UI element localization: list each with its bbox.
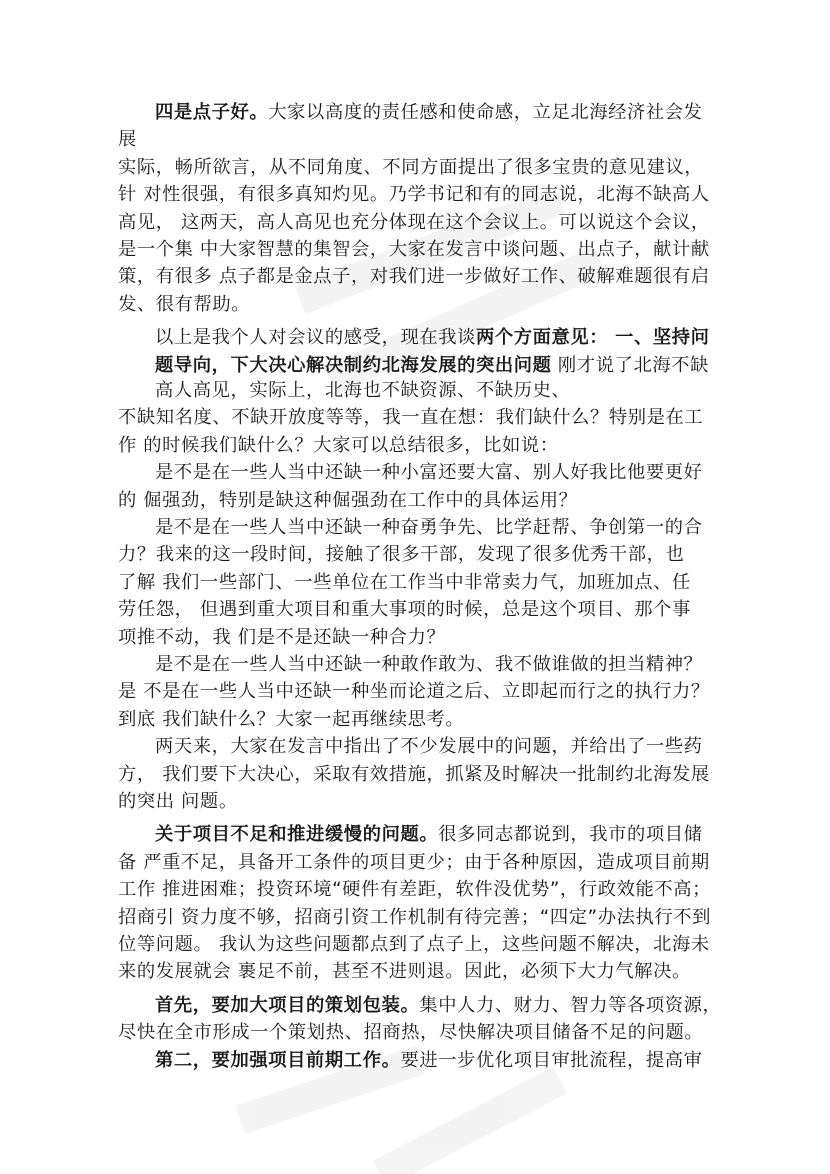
text-line (118, 434, 559, 456)
text-run: 是不是在一些人当中还缺一种小富还要大富、别人好我比他要更好 (155, 462, 703, 484)
text-run: 是不是在一些人当中还缺一种敢作敢为、我不做谁做的担当精神？ (155, 654, 703, 675)
text-line (118, 763, 710, 785)
text-line (118, 881, 711, 899)
text-line (118, 186, 710, 204)
text-line (118, 409, 703, 427)
text-line (118, 131, 137, 149)
text-run: 作 的时候我们缺什么？大家可以总结很多，比如说： (118, 434, 559, 456)
text-run: 尽快在全市形成一个策划热、招商热，尽快解决项目储备不足的问题。 (118, 1022, 704, 1044)
text-run: 招商引 资力度不够，招商引资工作机制有待完善；“四定”办法执行不到 (118, 906, 711, 928)
text-run: 高人高见，实际上，北海也不缺资源、不缺历史、 (155, 380, 571, 401)
text-line (118, 851, 710, 873)
text-line (155, 464, 703, 482)
text-run: 位等问题。 我认为这些问题都点到了点子上，这些问题不解决，北海未 (118, 934, 710, 955)
text-run: 发、很有帮助。 (118, 293, 251, 315)
text-line (155, 354, 709, 376)
text-line (155, 656, 703, 674)
text-run: 劳任怨， 但遇到重大项目和重大事项的时候，总是这个项目、那个事 (118, 599, 691, 621)
bold-text-run: 题导向，下大决心解决制约北海发展的突出问题 (155, 354, 552, 376)
text-line (118, 1024, 703, 1042)
text-line (118, 211, 710, 233)
text-line (118, 156, 704, 178)
text-line (118, 906, 711, 928)
text-line (118, 489, 578, 511)
text-line (155, 519, 703, 537)
text-run: 两天来，大家在发言中指出了不少发展中的问题，并给出了一些药 (155, 736, 703, 758)
text-run: 针 对性很强，有很多真知灼见。乃学书记和有的同志说，北海不缺高人 (118, 184, 710, 206)
bold-text-run: 关于项目不足和推进缓慢的问题。 (155, 824, 439, 846)
text-run: 项推不动，我 们是不是还缺一种合力？ (118, 626, 446, 648)
text-line (118, 241, 710, 259)
text-line (155, 994, 722, 1016)
text-line (118, 683, 710, 701)
text-run: 工作 推进困难；投资环境“硬件有差距，软件没优势”，行政效能不高； (118, 879, 711, 901)
text-run: 集中人力、财力、智力等各项资源， (419, 994, 722, 1016)
text-line (155, 329, 710, 347)
text-run: 方， 我们要下大决心，采取有效措施，抓紧及时解决一批制约北海发展 (118, 763, 710, 785)
text-run: 的 倔强劲，特别是缺这种倔强劲在工作中的具体运用？ (118, 489, 578, 511)
text-run: 要进一步优化项目审批流程，提高审 (400, 1049, 703, 1071)
text-line (118, 601, 691, 619)
text-run: 来的发展就会 裹足不前，甚至不进则退。因此，必须下大力气解决。 (118, 961, 691, 983)
text-run: 的突出 问题。 (118, 791, 238, 812)
text-run: 刚才说了北海不缺 (551, 354, 709, 376)
text-run: 是 不是在一些人当中还缺一种坐而论道之后、立即起而行之的执行力？ (118, 681, 710, 703)
bold-text-run: 第二，要加强项目前期工作。 (155, 1049, 401, 1071)
text-run: 策，有很多 点子都是金点子，对我们进一步做好工作、破解难题很有启 (118, 266, 710, 288)
text-run: 展 (118, 129, 137, 151)
text-line (155, 826, 703, 844)
text-line (118, 793, 238, 811)
text-run: 实际，畅所欲言，从不同角度、不同方面提出了很多宝贵的意见建议， (118, 156, 704, 178)
text-run: 备 严重不足，具备开工条件的项目更少；由于各种原因，造成项目前期 (118, 851, 710, 873)
text-run: 不缺知名度、不缺开放度等等，我一直在想：我们缺什么？特别是在工 (118, 407, 704, 429)
text-run: 高见， 这两天，高人高见也充分体现在这个会议上。可以说这个会议， (118, 211, 710, 233)
text-line (155, 104, 703, 122)
text-run: 力？我来的这一段时间，接触了很多干部，发现了很多优秀干部，也 (118, 544, 685, 566)
text-line (118, 708, 465, 730)
text-run: 到底 我们缺什么？大家一起再继续思考。 (118, 708, 465, 730)
bold-text-run: 四是点子好。 (155, 102, 269, 123)
text-line (118, 963, 691, 981)
bold-text-run: 两个方面意见： 一、坚持问 (475, 327, 710, 349)
text-line (118, 936, 710, 954)
text-run: 以上是我个人对会议的感受，现在我谈 (155, 327, 476, 349)
text-run: 了解 我们一些部门、一些单位在工作当中非常卖力气，加班加点、任 (118, 571, 691, 593)
text-line (155, 738, 703, 756)
text-line (118, 268, 710, 286)
text-run: 是不是在一些人当中还缺一种奋勇争先、比学赶帮、争创第一的合 (155, 517, 703, 538)
text-run: 是一个集 中大家智慧的集智会，大家在发言中谈问题、出点子，献计献 (118, 239, 710, 260)
text-line (155, 382, 570, 400)
text-line (118, 571, 691, 593)
text-line (118, 626, 446, 648)
bold-text-run: 首先，要加大项目的策划包装。 (155, 994, 420, 1016)
text-run: 大家以高度的责任感和使命感，立足北海经济社会发 (268, 102, 703, 123)
text-line (155, 1049, 703, 1071)
text-line (118, 293, 251, 315)
text-run: 很多同志都说到，我市的项目储 (438, 824, 703, 846)
text-line (118, 546, 684, 564)
